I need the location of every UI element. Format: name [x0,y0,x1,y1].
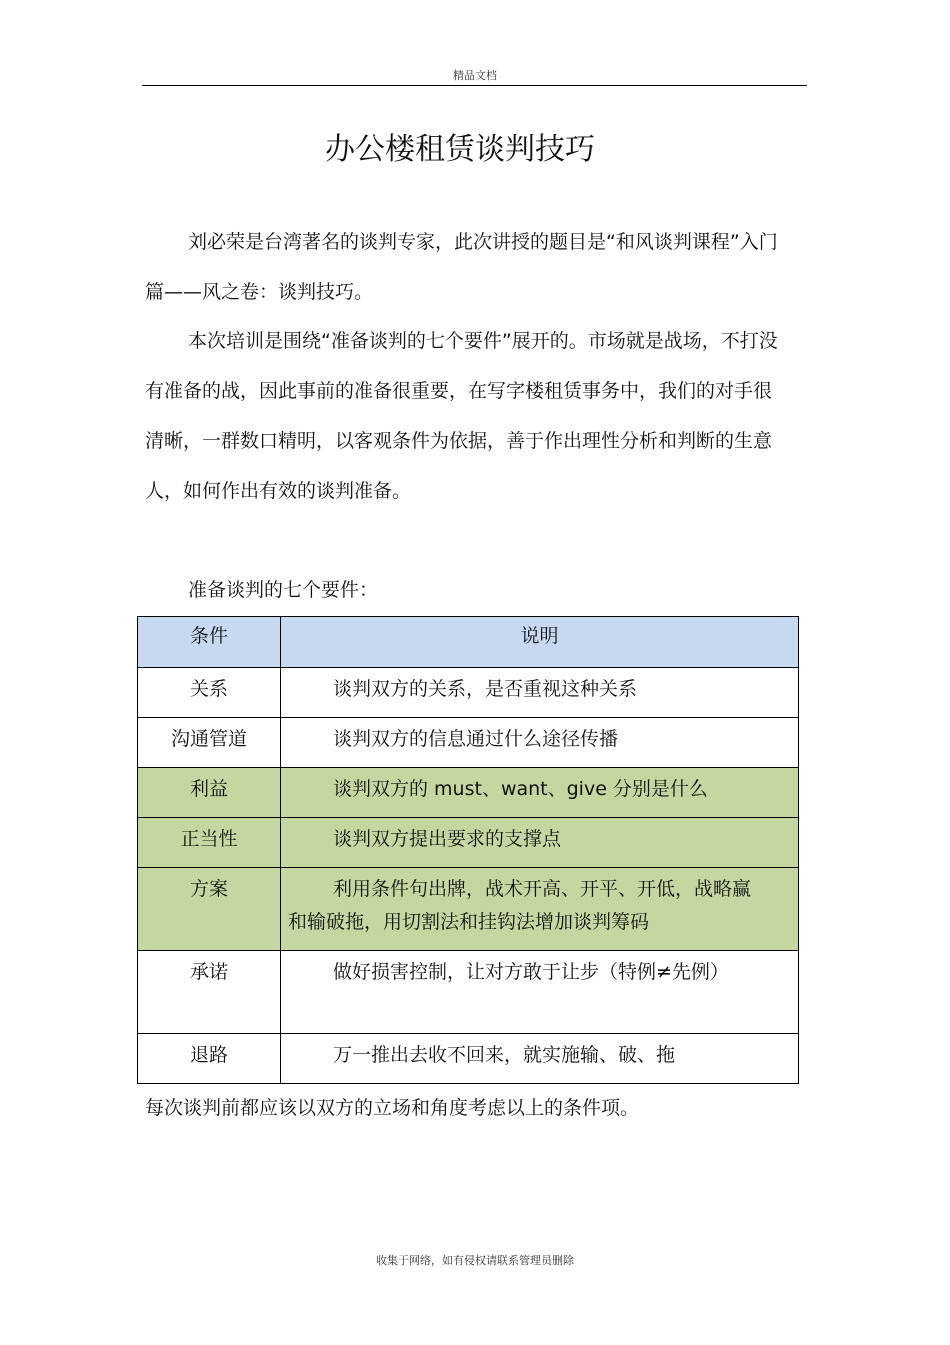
condition-cell: 退路 [138,1034,281,1084]
page-footer: 收集于网络，如有侵权请联系管理员删除 [376,1254,574,1267]
table-row [138,668,799,718]
intro-paragraph: 刘必荣是台湾著名的谈判专家，此次讲授的题目是“和风谈判课程”入门篇——风之卷：谈判技巧。 [145,231,778,303]
description-cell: 做好损害控制，让对方敢于让步（特例≠先例） [281,951,799,1034]
table-caption: 准备谈判的七个要件： [188,579,379,601]
header-divider [142,85,807,86]
description-cell: 谈判双方提出要求的支撑点 [281,818,799,868]
table-row [138,768,799,818]
condition-cell: 方案 [138,868,281,951]
header-description: 说明 [281,617,799,668]
condition-cell: 关系 [138,668,281,718]
description-cell: 谈判双方的信息通过什么途径传播 [281,718,799,768]
page-header: 精品文档 [453,69,497,82]
table-row [138,951,799,1034]
table-row [138,818,799,868]
condition-cell: 承诺 [138,951,281,1034]
condition-cell: 正当性 [138,818,281,868]
closing-sentence: 每次谈判前都应该以双方的立场和角度考虑以上的条件项。 [145,1097,640,1119]
document-title: 办公楼租赁谈判技巧 [325,132,595,167]
condition-cell: 利益 [138,768,281,818]
requirements-table [137,616,799,1084]
table-row [138,868,799,951]
background-paragraph: 本次培训是围绕“准备谈判的七个要件”展开的。市场就是战场，不打没有准备的战，因此事前的准备很重要，在写字楼租赁事务中，我们的对手很清晰，一群数口精明，以客观条件为依据，善于作出理性分析和判断的生意人，如何作出有效的谈判准备。 [145,330,778,502]
description-cell: 万一推出去收不回来，就实施输、破、拖 [281,1034,799,1084]
description-cell: 谈判双方的 must、want、give 分别是什么 [281,768,799,818]
table-header-row [138,617,799,668]
table-row [138,1034,799,1084]
description-cell: 谈判双方的关系，是否重视这种关系 [281,668,799,718]
description-cell: 利用条件句出牌，战术开高、开平、开低，战略赢和输破拖，用切割法和挂钩法增加谈判筹码 [281,868,799,951]
table-row [138,718,799,768]
header-condition: 条件 [138,617,281,668]
condition-cell: 沟通管道 [138,718,281,768]
